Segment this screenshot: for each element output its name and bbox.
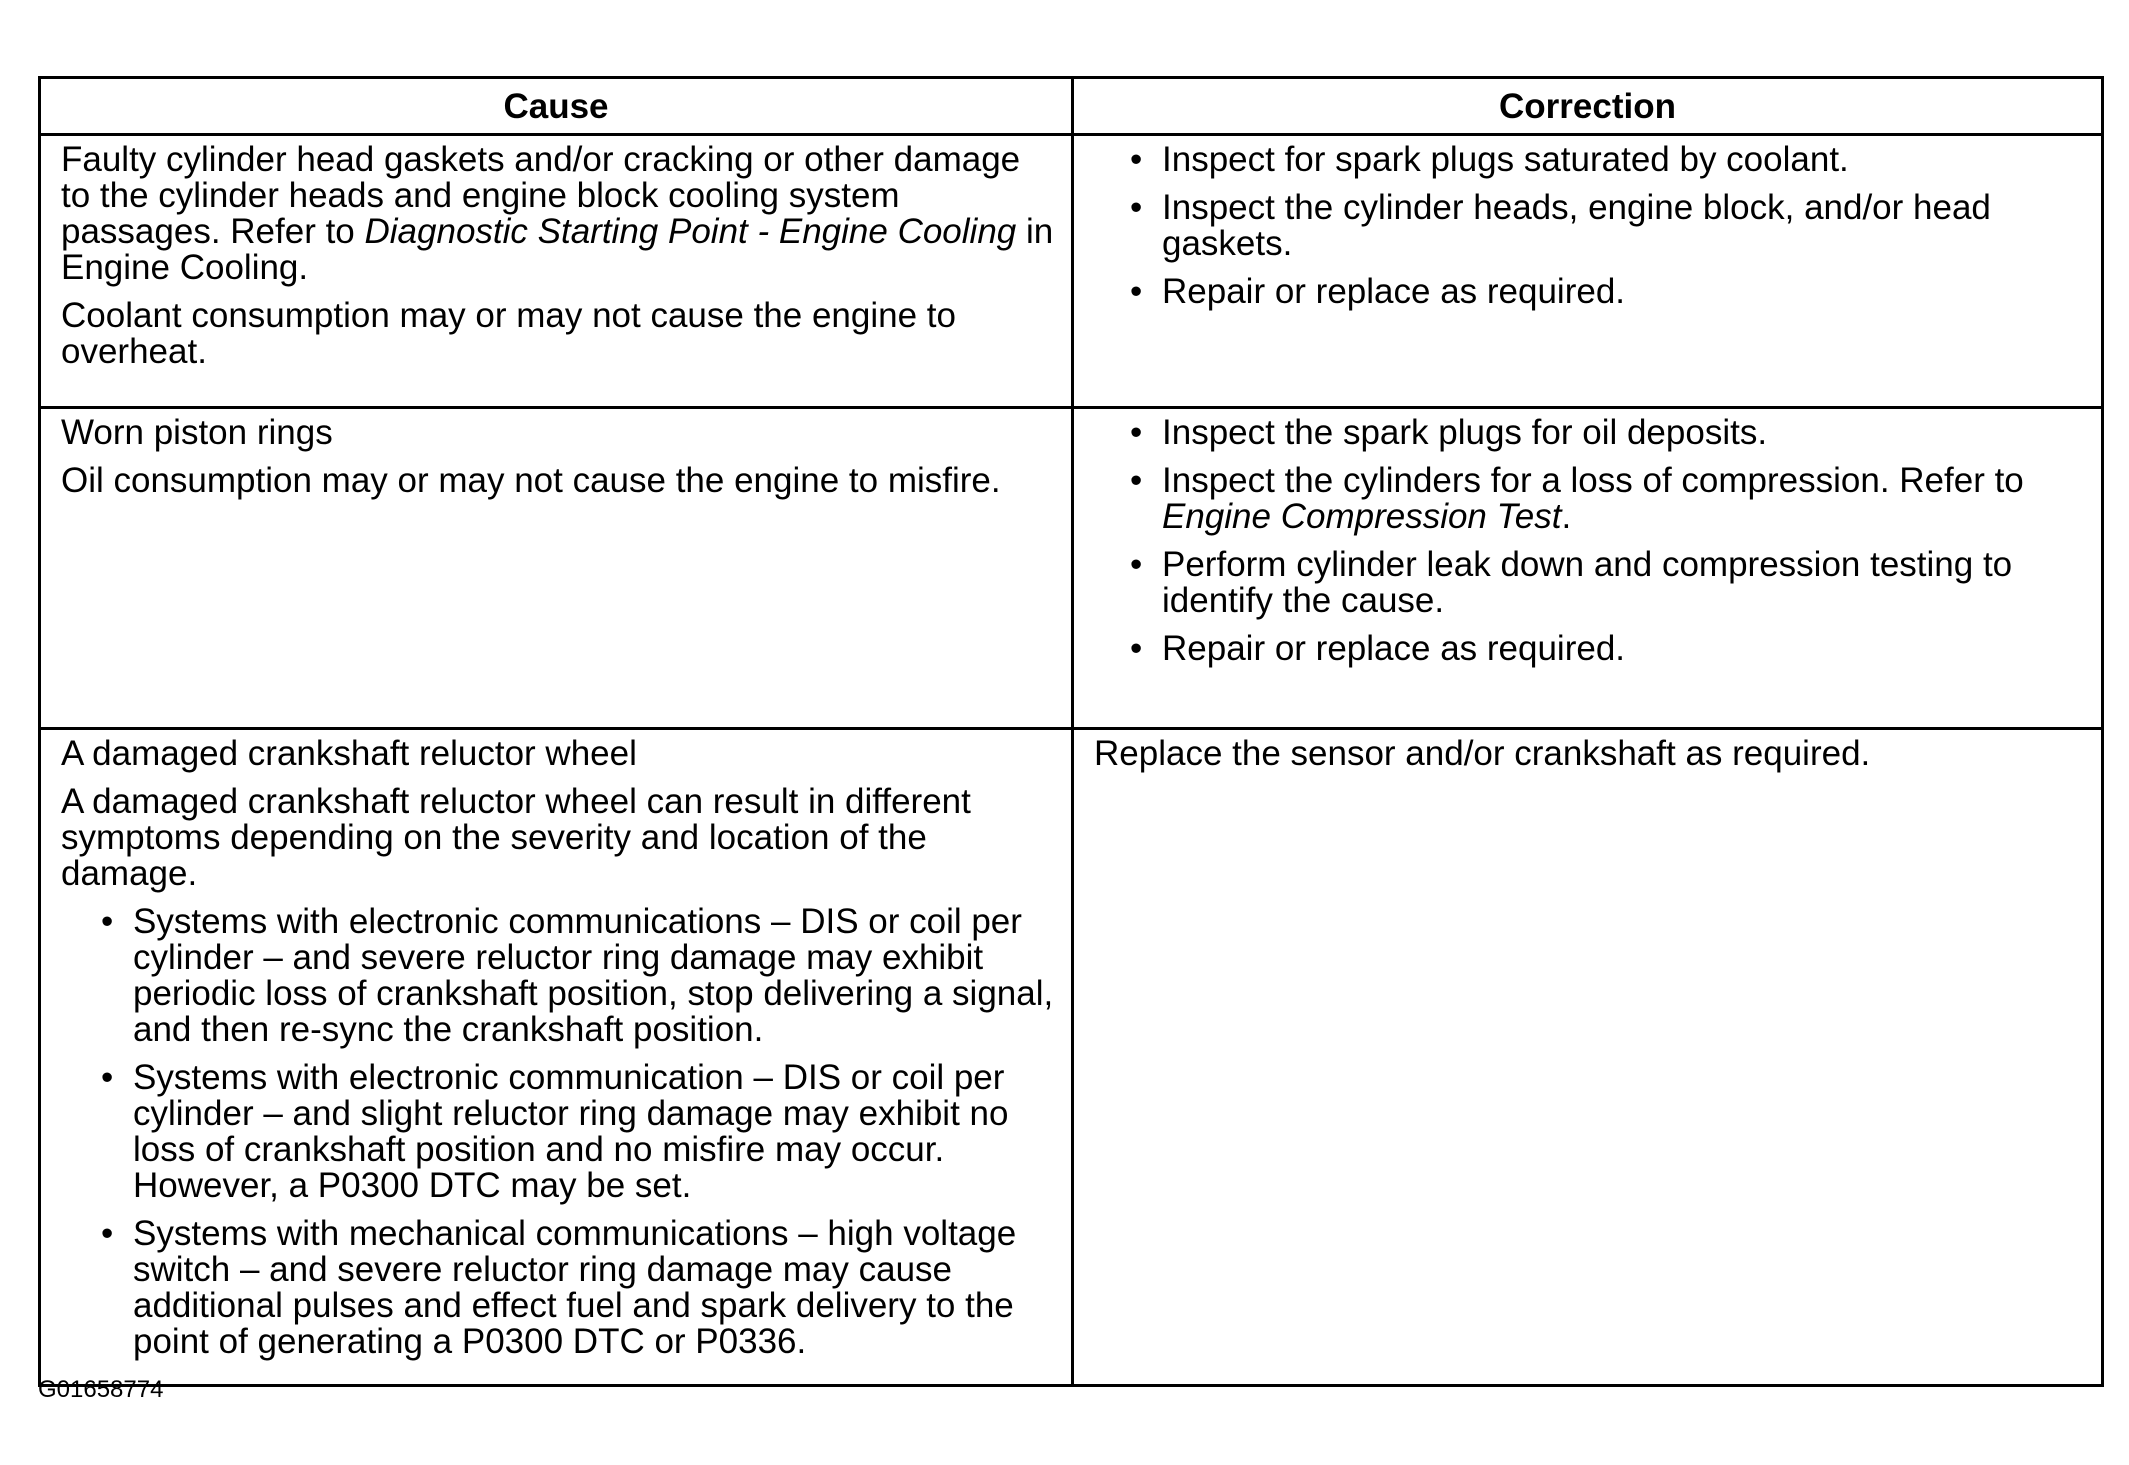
cause-list xyxy=(61,904,1055,1360)
correction-text: . xyxy=(1561,497,1572,536)
correction-cell xyxy=(1073,135,2103,408)
header-correction: Correction xyxy=(1073,78,2103,135)
cause-cell xyxy=(40,135,1073,408)
header-row xyxy=(40,78,2103,135)
table-row xyxy=(40,729,2103,1386)
cause-cell xyxy=(40,408,1073,729)
correction-list xyxy=(1094,142,2085,310)
diagnostic-table xyxy=(38,76,2104,1387)
table-row xyxy=(40,135,2103,408)
list-item: • Inspect the cylinder heads, engine block, and/or head gaskets. xyxy=(1126,190,2085,262)
header-cause: Cause xyxy=(40,78,1073,135)
list-item: • Systems with electronic communications – DIS or coil per cylinder – and severe reluctor ring damage may exhibit periodic loss of crankshaft position, stop delivering a signal, and then re-sync the crankshaft position. xyxy=(97,904,1055,1048)
cause-cell xyxy=(40,729,1073,1386)
cause-paragraph xyxy=(61,142,1055,286)
correction-list xyxy=(1094,415,2085,667)
correction-cell xyxy=(1073,729,2103,1386)
list-item: • Systems with electronic communication – DIS or coil per cylinder – and slight reluctor ring damage may exhibit no loss of crankshaft position and no misfire may occur. However, a P0300 DTC may be set. xyxy=(97,1060,1055,1204)
list-item: • Repair or replace as required. xyxy=(1126,631,2085,667)
list-item: • Inspect the spark plugs for oil deposits. xyxy=(1126,415,2085,451)
table-row xyxy=(40,408,2103,729)
cause-text: in Engine Cooling. xyxy=(61,212,1054,287)
cause-paragraph: A damaged crankshaft reluctor wheel can result in different symptoms depending on the severity and location of the damage. xyxy=(61,782,971,893)
correction-paragraph: Replace the sensor and/or crankshaft as required. xyxy=(1094,734,1871,773)
cause-paragraph: Oil consumption may or may not cause the engine to misfire. xyxy=(61,461,1001,500)
list-item xyxy=(1126,463,2085,535)
cause-paragraph: Worn piston rings xyxy=(61,413,333,452)
list-item: • Inspect for spark plugs saturated by coolant. xyxy=(1126,142,2085,178)
cross-reference: Engine Compression Test xyxy=(1162,497,1562,536)
cause-paragraph: A damaged crankshaft reluctor wheel xyxy=(61,734,637,773)
list-item: • Systems with mechanical communications – high voltage switch – and severe reluctor ring damage may cause additional pulses and effect fuel and spark delivery to the point of generating a P0300 DTC or P0336. xyxy=(97,1216,1055,1360)
cause-text: Faulty cylinder head gaskets and/or cracking or other damage to the cylinder heads and engine block cooling system passages. Refer to xyxy=(61,140,1021,251)
list-item: • Perform cylinder leak down and compression testing to identify the cause. xyxy=(1126,547,2085,619)
cross-reference: Diagnostic Starting Point - Engine Cooling xyxy=(364,212,1017,251)
list-item: • Repair or replace as required. xyxy=(1126,274,2085,310)
figure-id: G01658774 xyxy=(38,1376,164,1403)
correction-text: Inspect the cylinders for a loss of compression. Refer to xyxy=(1162,461,2024,500)
cause-paragraph: Coolant consumption may or may not cause the engine to overheat. xyxy=(61,296,956,371)
correction-cell xyxy=(1073,408,2103,729)
